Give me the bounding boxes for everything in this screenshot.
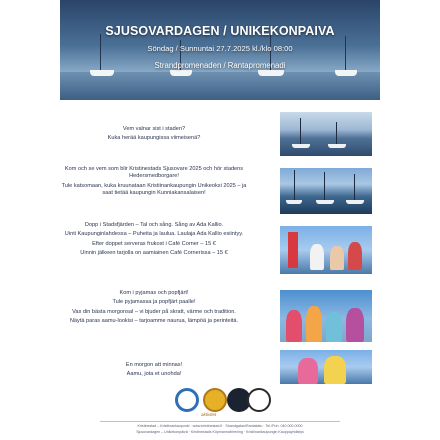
person <box>324 356 346 384</box>
swim-line-fi: Uinti Kaupunginlahdessa – Puheita ja laulua. Laulaja Ada Kallio esiintyy. <box>64 231 244 238</box>
harbor-photo <box>280 112 372 156</box>
boat-hull <box>170 70 192 76</box>
closing-text <box>56 362 252 381</box>
boat-hull <box>346 200 364 204</box>
person <box>330 246 344 270</box>
boat-mast <box>300 118 301 144</box>
pyjamas-line-sv: Kom i pyjamas och popfjärt! <box>119 290 189 296</box>
pyjamas-text <box>56 290 252 327</box>
person <box>346 308 364 342</box>
boat-hull <box>286 200 302 204</box>
crowd-photo <box>280 290 372 342</box>
boat-mast <box>294 170 295 200</box>
sponsor-logos <box>175 388 265 418</box>
boat-hull <box>316 200 334 204</box>
boat-mast <box>324 172 325 200</box>
harbor-water <box>60 72 380 100</box>
pyjamas-line-fi: Tule pyjamassa ja popfjärt paalle! <box>112 299 196 306</box>
event-location: Strandpromenaden / Rantapromenadi <box>154 61 286 70</box>
breakfast-line-sv: Efter doppet serveras frukost i Café Corner – 15 € <box>92 240 216 247</box>
boat-mast <box>336 122 337 144</box>
footer-line-1: Kristinestad – Kristiinankaupunki · www.kristinestad.fi · Strandgatan/Rantakatu · Tel./Puh. 040 000 0000 <box>137 424 303 428</box>
intro-text <box>56 126 252 145</box>
logo-tagline: aktivitet <box>201 412 217 417</box>
crowning-text <box>56 166 252 199</box>
swim-line-sv: Dopp i Stadsfjärden – Tal och sång. Sång av Ada Kallio. <box>84 222 224 228</box>
morning-line-sv: Vas din bästa morgonsal – vi bjuder på skratt, värme och tradition. <box>72 308 236 315</box>
intro-line-sv: Vem valnar sist i staden? <box>122 126 186 132</box>
swimmers-photo <box>280 226 372 274</box>
person <box>326 312 342 342</box>
city-logo <box>175 388 199 412</box>
boat-hull <box>90 70 114 76</box>
swim-section <box>56 222 372 280</box>
boat-hull <box>292 144 310 148</box>
header-banner <box>60 0 380 100</box>
closing-line-sv: En morgon att minnas! <box>125 362 183 368</box>
event-date: Söndag / Sunnuntai 27.7.2025 kl./klo 08:00 <box>147 44 293 53</box>
swim-text <box>56 222 252 259</box>
crowning-line-fi: Tule katsomaan, kuka kruunataan Kristiinankaupungin Unikeoksi 2025 – ja saat tietää kaupungin Kunniakansalaisen! <box>61 182 247 196</box>
closing-line-fi: Aamu, jota et unohda! <box>126 371 182 378</box>
person <box>306 306 322 342</box>
swirl-logo <box>247 388 271 412</box>
flag <box>288 232 298 268</box>
pyjama-photo <box>280 350 372 384</box>
boat-hull <box>328 144 346 148</box>
person <box>286 310 302 342</box>
morning-line-fi: Näytä paras aamu-lookisi – tarjoamme naurua, lämpöä ja perinteitä. <box>69 317 239 324</box>
person <box>310 244 324 270</box>
breakfast-line-fi: Uinnin jälkeen tarjolla on aamiainen Café Cornerissa – 15 € <box>80 249 228 256</box>
boat-mast <box>354 174 355 200</box>
person <box>348 242 362 270</box>
pyjamas-section <box>56 290 372 344</box>
intro-line-fi: Kuka herää kaupungissa viimeisenä? <box>107 135 201 142</box>
closing-section <box>56 350 372 384</box>
crowning-section <box>56 166 372 216</box>
page-title: SJUSOVARDAGEN / UNIKEKONPAIVA <box>105 24 335 38</box>
boat-hull <box>335 70 357 76</box>
intro-section <box>56 112 372 160</box>
person <box>298 358 318 384</box>
marina-photo <box>280 168 372 214</box>
boat-hull <box>258 70 284 76</box>
crowning-line-sv: Kom och se vem som blir Kristinestads Sjusovare 2025 och hör stadens Hedersmedborgare! <box>64 166 244 180</box>
sun-logo <box>203 388 227 412</box>
footer-divider <box>100 421 340 422</box>
footer-line-2: Sjusovardagen – Unikekonpäivä · Kristinestads Köpmannaförening · Kristiinankaupungin Kauppayhdistys <box>136 430 304 434</box>
